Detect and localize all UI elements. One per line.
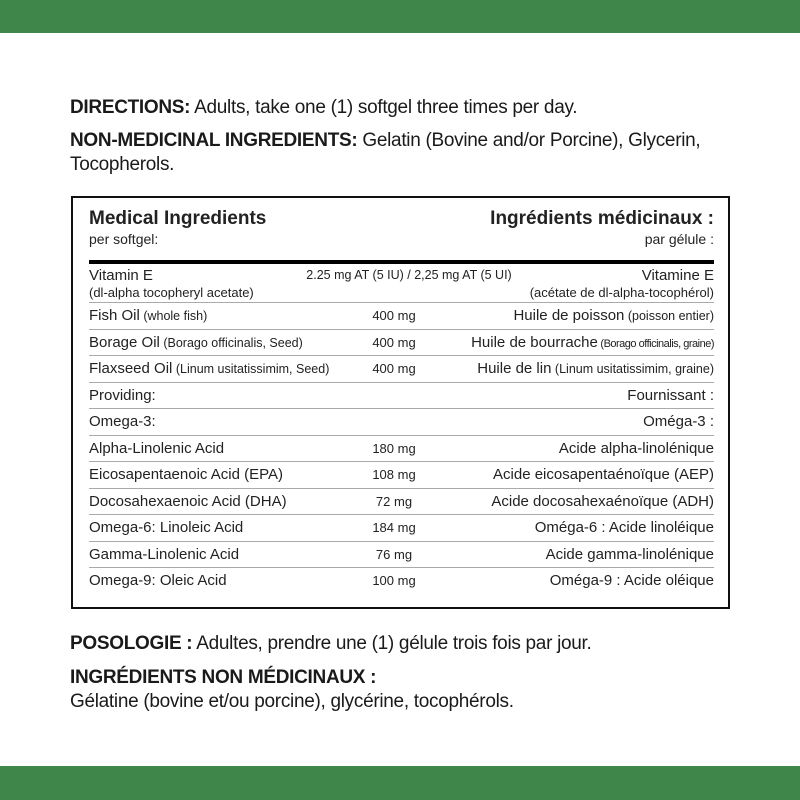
row-fr: Oméga-6 : Acide linoléique [534,519,714,536]
row-amount: 76 mg [375,546,413,562]
directions-text: Adults, take one (1) softgel three times per day. [190,97,578,118]
row-en: Omega-3: [89,413,156,430]
row-amount: 2.25 mg AT (5 IU) / 2,25 mg AT (5 UI) [306,268,512,282]
row-en: Providing: [89,386,156,404]
non-medicinal-ingredients-en [70,129,740,177]
nmi-label: NON-MEDICINAL INGREDIENTS: [70,130,358,151]
row-en: Gamma-Linolenic Acid [89,545,240,563]
directions-label: DIRECTIONS: [70,97,191,118]
top-green-band [0,0,800,33]
row-amount: 180 mg [372,440,416,456]
table-row [89,515,714,542]
row-fr: Oméga-3 : [643,413,714,430]
row-fr: Acide eicosapentaénoïque (AEP) [493,466,714,483]
posologie-label: POSOLOGIE : [70,633,193,654]
table-row [89,542,714,569]
table-row [89,303,714,330]
row-en-sub: (whole fish) [139,309,208,323]
posologie-text: Adultes, prendre une (1) gélule trois fois par jour. [192,633,592,654]
row-en: Docosahexaenoic Acid (DHA) [89,492,287,510]
table-row [89,489,714,516]
row-en: Omega-6: Linoleic Acid [89,519,244,536]
table-rows [89,266,714,594]
inm-label: INGRÉDIENTS NON MÉDICINAUX : [70,667,377,688]
row-amount: 108 mg [372,467,416,482]
row-amount: 184 mg [372,520,416,535]
table-row-vitamin-e [89,266,714,303]
table-row [89,330,714,357]
nmi-text: Gelatin (Bovine and/or Porcine), Glycerin, Tocopherols. [70,130,701,175]
ingredients-table [71,196,730,609]
header-fr-sub: par gélule : [644,231,714,247]
row-fr: Vitamine E [641,267,714,284]
bottom-green-band [0,766,800,800]
row-fr: Fournissant : [627,386,714,404]
row-en-sub: (Borago officinalis, Seed) [159,335,303,350]
header-en-sub: per softgel: [89,231,159,247]
posologie-fr [70,632,592,656]
row-amount: 100 mg [372,573,416,588]
row-en: Flaxseed Oil [89,360,173,377]
row-fr-sub: (Borago officinalis, graine) [597,337,714,350]
row-fr: Huile de poisson [513,307,625,324]
header-divider [89,260,714,264]
row-fr: Acide docosahexaénoïque (ADH) [491,492,714,510]
table-row [89,436,714,463]
row-en: Fish Oil [89,307,140,324]
row-amount: 400 mg [372,334,416,350]
row-en: Borage Oil [89,333,160,351]
table-row [89,462,714,489]
table-row [89,409,714,436]
row-amount: 72 mg [375,493,413,509]
row-fr-sub: (poisson entier) [624,309,714,323]
row-fr: Acide alpha-linolénique [558,439,714,457]
row-fr-sub: (acétate de dl-alpha-tocophérol) [529,285,714,300]
row-fr: Acide gamma-linolénique [545,545,714,563]
header-en-title: Medical Ingredients [89,208,267,229]
row-amount: 400 mg [372,308,416,323]
table-row [89,356,714,383]
row-en: Omega-9: Oleic Acid [89,572,227,589]
table-row [89,383,714,410]
row-fr: Oméga-9 : Acide oléique [549,572,714,589]
non-medicinal-ingredients-fr [70,666,740,714]
directions-en [70,96,577,120]
table-row [89,568,714,594]
row-en-sub: (dl-alpha tocopheryl acetate) [89,285,254,300]
row-en: Vitamin E [89,267,153,284]
inm-text: Gélatine (bovine et/ou porcine), glycérine, tocophérols. [70,691,514,712]
row-en-sub: (Linum usitatissimim, Seed) [172,362,330,376]
row-en: Alpha-Linolenic Acid [89,439,225,457]
row-fr-sub: (Linum usitatissimim, graine) [551,362,714,376]
row-fr: Huile de bourrache [471,333,598,351]
row-amount: 400 mg [372,361,416,376]
row-en: Eicosapentaenoic Acid (EPA) [89,466,283,483]
header-fr-title: Ingrédients médicinaux : [490,208,714,229]
row-fr: Huile de lin [477,360,552,377]
